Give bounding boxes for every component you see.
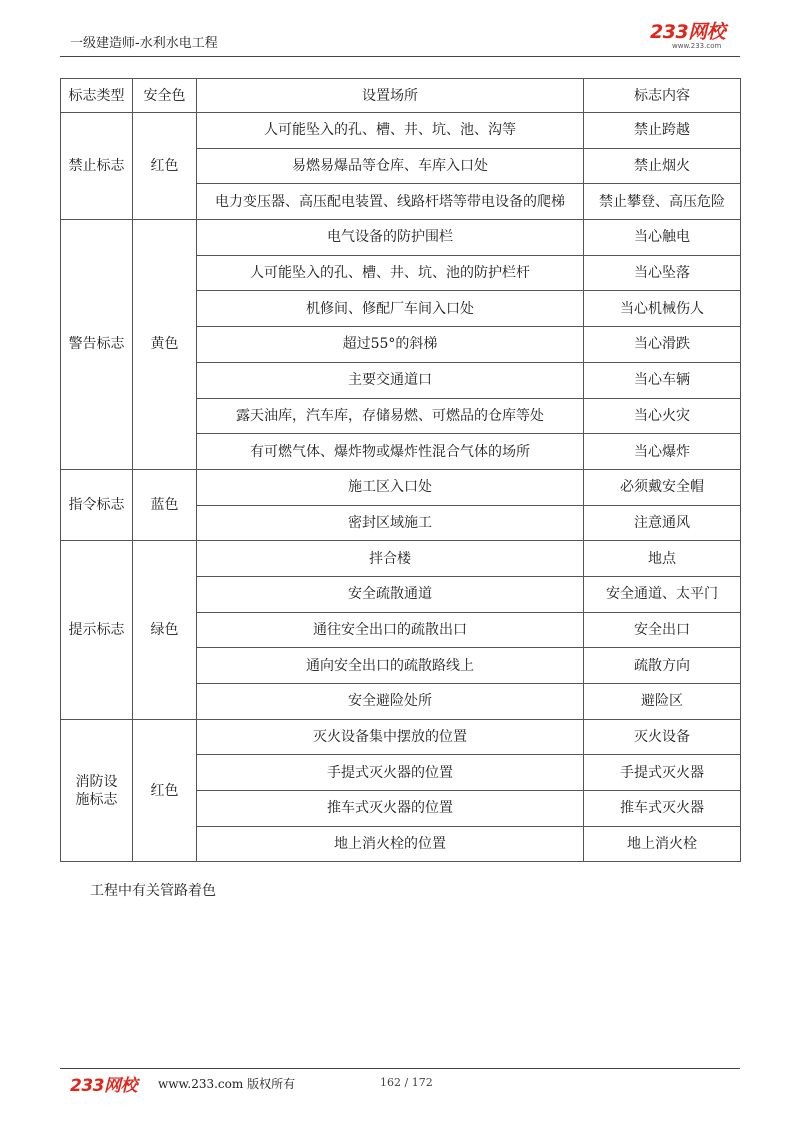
place-cell: 人可能坠入的孔、槽、井、坑、池的防护栏杆 <box>197 255 584 291</box>
sign-content-cell: 必须戴安全帽 <box>584 469 741 505</box>
sign-content-cell: 当心火灾 <box>584 398 741 434</box>
footer-logo: 233网校 <box>70 1076 137 1096</box>
sign-content-cell: 当心爆炸 <box>584 434 741 470</box>
sign-content-cell: 手提式灭火器 <box>584 755 741 791</box>
sign-type-cell: 指令标志 <box>61 469 133 540</box>
safety-color-cell: 黄色 <box>133 220 197 470</box>
note-text: 工程中有关管路着色 <box>90 883 216 899</box>
logo-233-top <box>650 22 740 54</box>
header-cell-type: 标志类型 <box>61 79 133 113</box>
header-cell-place: 设置场所 <box>197 79 584 113</box>
place-cell: 通往安全出口的疏散出口 <box>197 612 584 648</box>
sign-content-cell: 地上消火栓 <box>584 826 741 862</box>
table-row <box>61 469 741 505</box>
table-row <box>61 541 741 577</box>
place-cell: 电力变压器、高压配电装置、线路杆塔等带电设备的爬梯 <box>197 184 584 220</box>
sign-content-cell: 推车式灭火器 <box>584 791 741 827</box>
place-cell: 安全避险处所 <box>197 684 584 720</box>
safety-color-cell: 红色 <box>133 719 197 862</box>
place-cell: 拌合楼 <box>197 541 584 577</box>
place-cell: 电气设备的防护围栏 <box>197 220 584 256</box>
place-cell: 人可能坠入的孔、槽、井、坑、池、沟等 <box>197 113 584 149</box>
sign-content-cell: 当心触电 <box>584 220 741 256</box>
header-cell-content: 标志内容 <box>584 79 741 113</box>
safety-color-cell: 绿色 <box>133 541 197 719</box>
table-body <box>61 113 741 862</box>
sign-content-cell: 避险区 <box>584 684 741 720</box>
logo-233-main: 233网校 <box>650 21 726 43</box>
place-cell: 机修间、修配厂车间入口处 <box>197 291 584 327</box>
sign-content-cell: 疏散方向 <box>584 648 741 684</box>
place-cell: 主要交通道口 <box>197 362 584 398</box>
table-header-row <box>61 79 741 113</box>
sign-content-cell: 当心机械伤人 <box>584 291 741 327</box>
sign-content-cell: 安全出口 <box>584 612 741 648</box>
place-cell: 通向安全出口的疏散路线上 <box>197 648 584 684</box>
place-cell: 超过55°的斜梯 <box>197 327 584 363</box>
logo-233-url: www.233.com <box>672 42 722 50</box>
sign-type-cell: 禁止标志 <box>61 113 133 220</box>
footer-divider <box>60 1068 740 1069</box>
table-row <box>61 719 741 755</box>
place-cell: 地上消火栓的位置 <box>197 826 584 862</box>
place-cell: 有可燃气体、爆炸物或爆炸性混合气体的场所 <box>197 434 584 470</box>
sign-content-cell: 当心坠落 <box>584 255 741 291</box>
sign-content-cell: 当心车辆 <box>584 362 741 398</box>
sign-content-cell: 安全通道、太平门 <box>584 576 741 612</box>
sign-type-cell: 警告标志 <box>61 220 133 470</box>
page-number: 162 / 172 <box>380 1076 433 1089</box>
sign-content-cell: 禁止烟火 <box>584 148 741 184</box>
table-row <box>61 220 741 256</box>
header-divider <box>60 56 740 57</box>
sign-type-cell: 消防设施标志 <box>61 719 133 862</box>
table-row <box>61 113 741 149</box>
sign-content-cell: 禁止跨越 <box>584 113 741 149</box>
place-cell: 推车式灭火器的位置 <box>197 791 584 827</box>
sign-content-cell: 地点 <box>584 541 741 577</box>
place-cell: 露天油库，汽车库，存储易燃、可燃品的仓库等处 <box>197 398 584 434</box>
place-cell: 施工区入口处 <box>197 469 584 505</box>
header-cell-color: 安全色 <box>133 79 197 113</box>
safety-color-cell: 红色 <box>133 113 197 220</box>
place-cell: 易燃易爆品等仓库、车库入口处 <box>197 148 584 184</box>
sign-content-cell: 注意通风 <box>584 505 741 541</box>
place-cell: 密封区域施工 <box>197 505 584 541</box>
safety-color-cell: 蓝色 <box>133 469 197 540</box>
sign-type-cell: 提示标志 <box>61 541 133 719</box>
sign-content-cell: 灭火设备 <box>584 719 741 755</box>
header-title: 一级建造师-水利水电工程 <box>70 36 218 51</box>
footer-copyright: www.233.com 版权所有 <box>158 1077 296 1091</box>
safety-sign-table <box>60 78 741 862</box>
place-cell: 安全疏散通道 <box>197 576 584 612</box>
place-cell: 手提式灭火器的位置 <box>197 755 584 791</box>
sign-content-cell: 当心滑跌 <box>584 327 741 363</box>
sign-content-cell: 禁止攀登、高压危险 <box>584 184 741 220</box>
place-cell: 灭火设备集中摆放的位置 <box>197 719 584 755</box>
